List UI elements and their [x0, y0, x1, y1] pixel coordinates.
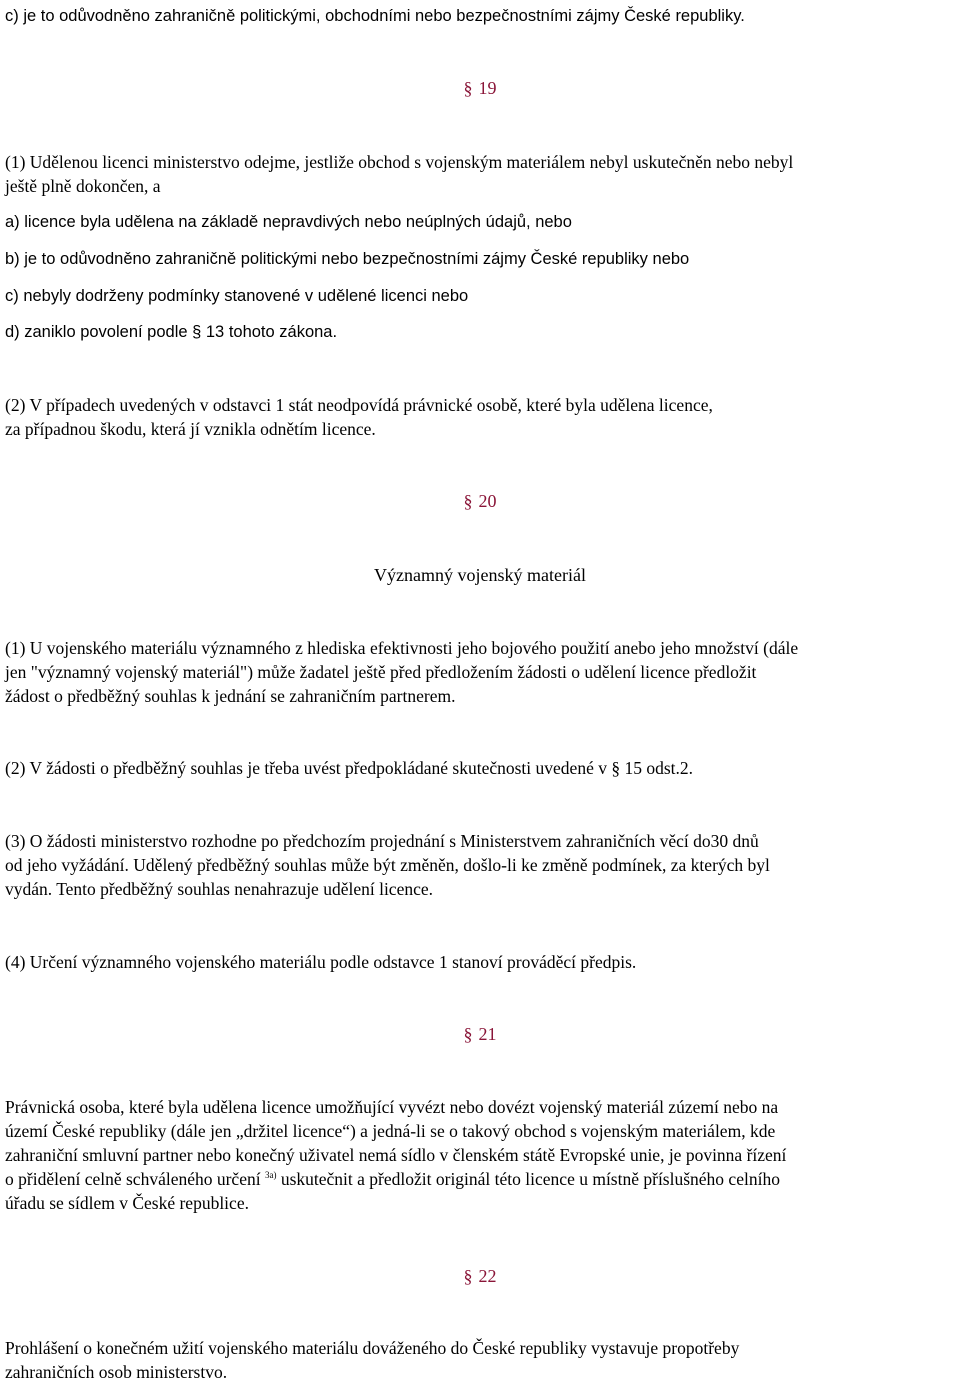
- s22-line2: zahraničních osob ministerstvo.: [5, 1362, 228, 1382]
- section-sign-icon: §: [463, 1024, 473, 1044]
- section-20-heading: [0, 489, 960, 513]
- s22-line1: Prohlášení o konečném užití vojenského materiálu dováženého do České republiky vystavuje propotřeby: [5, 1338, 740, 1358]
- footnote-ref: 3a): [264, 1170, 277, 1181]
- s19-p2-line2: za případnou škodu, která jí vznikla odnětím licence.: [5, 419, 376, 439]
- s20-p1-line1: (1) U vojenského materiálu významného z hlediska efektivnosti jeho bojového použití anebo jeho množství (dále: [5, 638, 799, 658]
- s20-p3-line3: vydán. Tento předběžný souhlas nenahrazuje udělení licence.: [5, 879, 434, 899]
- s19-item-a: a) licence byla udělena na základě nepravdivých nebo neúplných údajů, nebo: [5, 213, 572, 231]
- s21-line2: území České republiky (dále jen „držitel licence“) a jedná-li se o takový obchod s vojenským materiálem, kde: [5, 1121, 776, 1141]
- s21-line4: [5, 1167, 780, 1191]
- section-sign-icon: §: [463, 1266, 473, 1286]
- section-number: 19: [478, 78, 497, 98]
- s21-line3: zahraniční smluvní partner nebo konečný uživatel nemá sídlo v členském státě Evropské unie, je povinna řízení: [5, 1145, 787, 1165]
- s21-line4-before: o přidělení celně schváleného určení: [5, 1169, 265, 1189]
- s21-line5: úřadu se sídlem v České republice.: [5, 1193, 249, 1213]
- s20-p1-line3: žádost o předběžný souhlas k jednání se zahraničním partnerem.: [5, 686, 456, 706]
- s19-item-d: d) zaniklo povolení podle § 13 tohoto zákona.: [5, 323, 338, 341]
- s21-line1: Právnická osoba, které byla udělena licence umožňující vyvézt nebo dovézt vojenský materiál zúzemí nebo na: [5, 1097, 779, 1117]
- s19-p1-line1: (1) Udělenou licenci ministerstvo odejme, jestliže obchod s vojenským materiálem nebyl uskutečněn nebo nebyl: [5, 152, 794, 172]
- section-number: 21: [478, 1024, 497, 1044]
- s20-p3-line1: (3) O žádosti ministerstvo rozhodne po předchozím projednání s Ministerstvem zahraničních věcí do30 dnů: [5, 831, 759, 851]
- section-21-heading: [0, 1022, 960, 1046]
- s20-p4: (4) Určení významného vojenského materiálu podle odstavce 1 stanoví prováděcí předpis.: [5, 952, 637, 972]
- s20-p3-line2: od jeho vyžádání. Udělený předběžný souhlas může být změněn, došlo-li ke změně podmínek, za kterých byl: [5, 855, 770, 875]
- s21-line4-after: uskutečnit a předložit originál této licence u místně příslušného celního: [276, 1169, 780, 1189]
- s20-p2: (2) V žádosti o předběžný souhlas je třeba uvést předpokládané skutečnosti uvedené v § 15 odst.2.: [5, 758, 694, 778]
- item-c-previous: c) je to odůvodněno zahraničně politickými, obchodními nebo bezpečnostními zájmy České republiky.: [5, 7, 745, 25]
- s19-p2-line1: (2) V případech uvedených v odstavci 1 stát neodpovídá právnické osobě, které byla udělena licence,: [5, 395, 713, 415]
- section-sign-icon: §: [463, 78, 473, 98]
- s20-p1-line2: jen "významný vojenský materiál") může žadatel ještě před předložením žádosti o udělení licence předložit: [5, 662, 757, 682]
- section-19-heading: [0, 76, 960, 100]
- section-number: 20: [478, 491, 497, 511]
- s19-item-c: c) nebyly dodrženy podmínky stanovené v udělené licenci nebo: [5, 287, 469, 305]
- section-sign-icon: §: [463, 491, 473, 511]
- s19-item-b: b) je to odůvodněno zahraničně politickými nebo bezpečnostními zájmy České republiky nebo: [5, 250, 690, 268]
- section-22-heading: [0, 1264, 960, 1288]
- section-20-title: Významný vojenský materiál: [374, 565, 586, 585]
- s19-p1-line2: ještě plně dokončen, a: [5, 176, 161, 196]
- section-number: 22: [478, 1266, 497, 1286]
